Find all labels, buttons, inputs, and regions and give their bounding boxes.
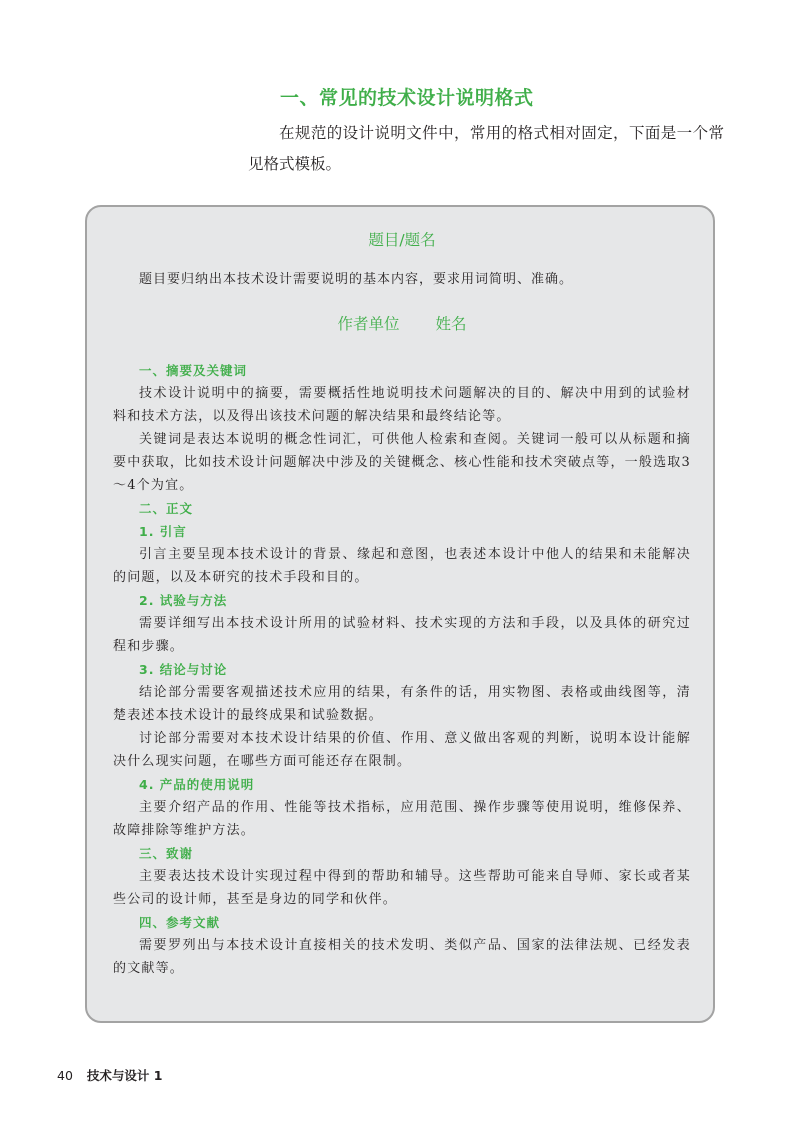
heading-conclusion-discussion: 3. 结论与讨论	[139, 662, 228, 677]
template-content	[113, 225, 691, 980]
section-title: 一、常见的技术设计说明格式	[280, 87, 534, 109]
author-line	[113, 309, 691, 339]
heading-acknowledgements: 三、致谢	[139, 846, 194, 861]
template-heading: 题目/题名	[368, 231, 436, 249]
book-title: 技术与设计 1	[86, 1068, 163, 1083]
paragraph-acknowledgements: 主要表达技术设计实现过程中得到的帮助和辅导。这些帮助可能来自导师、家长或者某些公司的设计师，甚至是身边的同学和伙伴。	[113, 869, 691, 907]
paragraph-experiment-method: 需要详细写出本技术设计所用的试验材料、技术实现的方法和手段，以及具体的研究过程和步骤。	[113, 616, 691, 654]
paragraph-references: 需要罗列出与本技术设计直接相关的技术发明、类似产品、国家的法律法规、已经发表的文献等。	[113, 938, 691, 976]
paragraph-product-instructions: 主要介绍产品的作用、性能等技术指标，应用范围、操作步骤等使用说明，维修保养、故障排除等维护方法。	[113, 800, 691, 838]
intro-paragraph: 在规范的设计说明文件中，常用的格式相对固定，下面是一个常见格式模板。	[248, 124, 724, 173]
page-number: 40	[57, 1068, 73, 1083]
heading-product-instructions: 4. 产品的使用说明	[139, 777, 255, 792]
author-unit: 作者单位	[337, 315, 400, 333]
heading-main-body: 二、正文	[139, 501, 194, 516]
paragraph-abstract: 技术设计说明中的摘要，需要概括性地说明技术问题解决的目的、解决中用到的试验材料和技术方法，以及得出该技术问题的解决结果和最终结论等。	[113, 386, 691, 424]
heading-references: 四、参考文献	[139, 915, 221, 930]
template-body	[113, 359, 691, 980]
paragraph-introduction: 引言主要呈现本技术设计的背景、缘起和意图，也表述本设计中他人的结果和未能解决的问题，以及本研究的技术手段和目的。	[113, 547, 691, 585]
author-name: 姓名	[435, 315, 467, 333]
heading-introduction: 1. 引言	[139, 524, 187, 539]
title-description: 题目要归纳出本技术设计需要说明的基本内容，要求用词简明、准确。	[139, 272, 574, 287]
heading-experiment-method: 2. 试验与方法	[139, 593, 228, 608]
paragraph-conclusion: 结论部分需要客观描述技术应用的结果，有条件的话，用实物图、表格或曲线图等，清楚表述本技术设计的最终成果和试验数据。	[113, 685, 691, 723]
paragraph-discussion: 讨论部分需要对本技术设计结果的价值、作用、意义做出客观的判断，说明本设计能解决什么现实问题，在哪些方面可能还存在限制。	[113, 731, 691, 769]
heading-abstract-keywords: 一、摘要及关键词	[139, 363, 248, 378]
format-template-box	[85, 205, 715, 1023]
page-footer	[57, 1066, 162, 1084]
paragraph-keywords: 关键词是表达本说明的概念性词汇，可供他人检索和查阅。关键词一般可以从标题和摘要中获取，比如技术设计问题解决中涉及的关键概念、核心性能和技术突破点等，一般选取3～4个为宜。	[113, 432, 691, 493]
